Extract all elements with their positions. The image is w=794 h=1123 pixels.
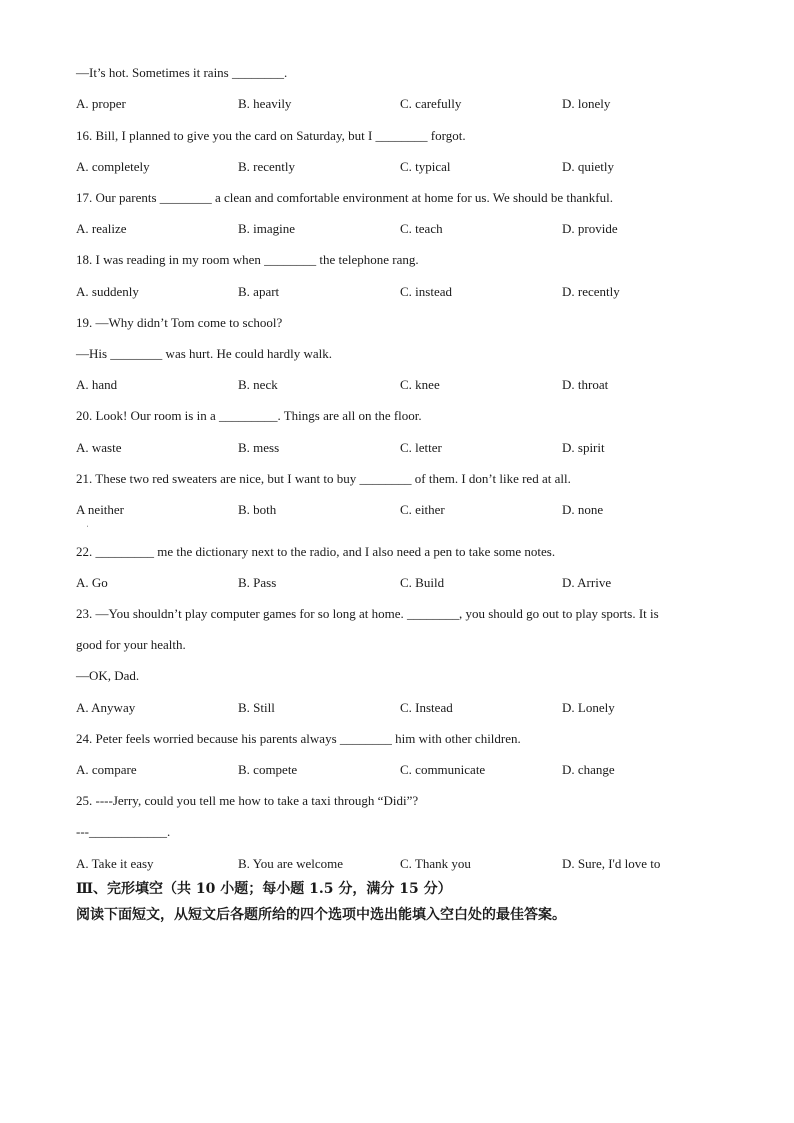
option-c: C. knee [400,377,440,392]
option-c: C. either [400,502,445,517]
option-c: C. communicate [400,762,486,777]
question-23-continued: good for your health. [76,637,186,652]
option-b: B. recently [238,159,296,174]
option-c: C. carefully [400,96,462,111]
option-b: B. both [238,502,277,517]
question-21: 21. These two red sweaters are nice, but I want to buy ________ of them. I don’t like red at all. [76,471,571,486]
section-instruction: 阅读下面短文，从短文后各题所给的四个选项中选出能填入空白处的最佳答案。 [76,907,566,923]
option-b: B. neck [238,377,278,392]
option-c: C. Instead [400,700,453,715]
option-d: D. throat [562,377,609,392]
option-a: A. suddenly [76,284,139,299]
question-17: 17. Our parents ________ a clean and comfortable environment at home for us. We should be thankful. [76,190,613,205]
option-b: B. Pass [238,575,277,590]
option-a: A. Anyway [76,700,136,715]
question-18: 18. I was reading in my room when ________ the telephone rang. [76,252,419,267]
option-b: B. heavily [238,96,292,111]
option-d: D. Lonely [562,700,615,715]
question-22: 22. _________ me the dictionary next to the radio, and I also need a pen to take some notes. [76,544,556,559]
option-d: D. Sure, I'd love to [562,856,661,871]
option-d: D. spirit [562,440,605,455]
option-a: A. Go [76,575,108,590]
option-b: B. imagine [238,221,296,236]
option-d: D. Arrive [562,575,612,590]
question-16: 16. Bill, I planned to give you the card on Saturday, but I ________ forgot. [76,128,466,143]
option-c: C. teach [400,221,443,236]
option-a: A. proper [76,96,126,111]
question-25-answer-line: ---____________. [76,824,171,839]
question-23-answer-line: —OK, Dad. [76,668,140,683]
option-a: A. completely [76,159,150,174]
option-d: D. provide [562,221,618,236]
question-19-answer-line: —His ________ was hurt. He could hardly walk. [76,346,332,361]
question-25: 25. ----Jerry, could you tell me how to take a taxi through “Didi”? [76,793,419,808]
option-c: C. instead [400,284,452,299]
option-a: A. realize [76,221,127,236]
option-d: D. none [562,502,604,517]
option-c: C. Build [400,575,445,590]
option-c: C. Thank you [400,856,471,871]
option-a: A. Take it easy [76,856,154,871]
option-b: B. apart [238,284,280,299]
option-b: B. compete [238,762,298,777]
option-b: B. mess [238,440,280,455]
question-20: 20. Look! Our room is in a _________. Things are all on the floor. [76,408,422,423]
section-title: Ⅲ、完形填空（共 10 小题；每小题 1.5 分，满分 15 分） [76,881,452,897]
option-d: D. lonely [562,96,611,111]
question-24: 24. Peter feels worried because his parents always ________ him with other children. [76,731,521,746]
option-a: A. waste [76,440,122,455]
stray-dot-mark: ˌ [86,518,89,527]
option-a: A. hand [76,377,118,392]
option-b: B. You are welcome [238,856,344,871]
question-23: 23. —You shouldn’t play computer games for so long at home. ________, you should go out to play sports. It is [76,606,659,621]
option-c: C. typical [400,159,451,174]
question-15-answer-line: —It’s hot. Sometimes it rains ________. [76,65,288,80]
option-b: B. Still [238,700,275,715]
option-d: D. change [562,762,615,777]
option-a: A neither [76,502,125,517]
option-d: D. recently [562,284,620,299]
option-d: D. quietly [562,159,614,174]
question-19: 19. —Why didn’t Tom come to school? [76,315,283,330]
option-a: A. compare [76,762,137,777]
option-c: C. letter [400,440,442,455]
